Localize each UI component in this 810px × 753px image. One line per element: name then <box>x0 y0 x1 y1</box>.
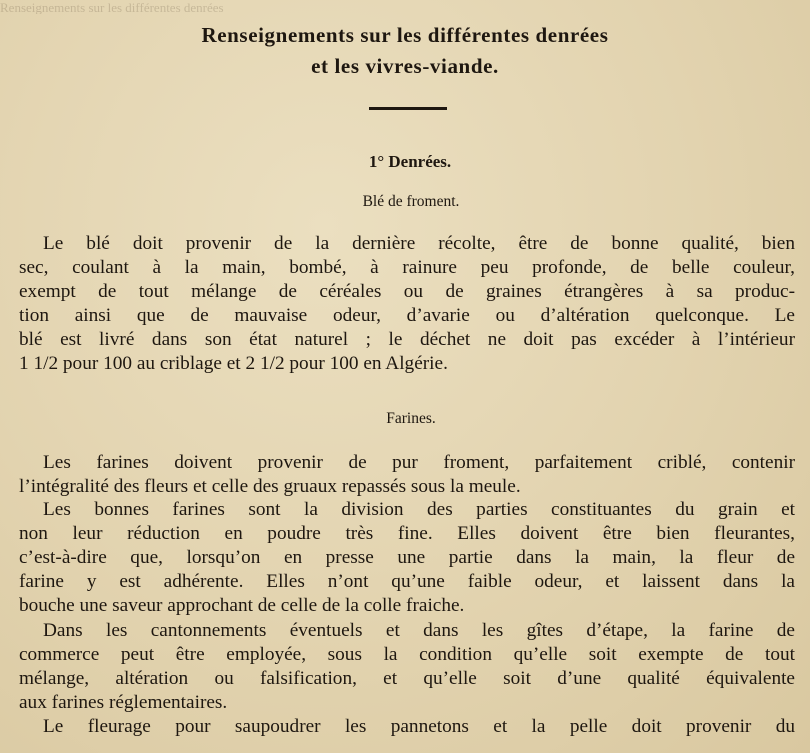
paragraph-line: exempt de tout mélange de céréales ou de graines étrangères à sa produc- <box>19 281 795 302</box>
paragraph-line: aux farines réglementaires. <box>19 692 228 713</box>
paragraph-line: tion ainsi que de mauvaise odeur, d’avarie ou d’altération quelconque. Le <box>19 305 795 326</box>
paragraph-line: non leur réduction en poudre très fine. Elles doivent être bien fleurantes, <box>19 523 795 544</box>
bleed-through-text: Renseignements sur les différentes denrées <box>0 0 224 14</box>
paragraph-line: Les bonnes farines sont la division des parties constituantes du grain et <box>43 499 795 520</box>
paragraph-line: bouche une saveur approchant de celle de la colle fraiche. <box>19 595 465 616</box>
title-divider <box>369 107 447 110</box>
paragraph-line: mélange, altération ou falsification, et qu’elle soit d’une qualité équivalente <box>19 668 795 689</box>
paragraph-line: 1 1/2 pour 100 au criblage et 2 1/2 pour 100 en Algérie. <box>19 353 448 374</box>
paragraph-line: sec, coulant à la main, bombé, à rainure peu profonde, de belle couleur, <box>19 257 795 278</box>
section-heading: 1° Denrées. <box>368 152 452 171</box>
subsection-heading-farines: Farines. <box>386 410 436 427</box>
subsection-heading-ble: Blé de froment. <box>362 193 460 210</box>
paragraph-line: l’intégralité des fleurs et celle des gruaux repassés sous la meule. <box>19 476 521 497</box>
paragraph-line: Les farines doivent provenir de pur froment, parfaitement criblé, contenir <box>43 452 795 473</box>
paragraph-line: Le fleurage pour saupoudrer les pannetons et la pelle doit provenir du <box>43 716 795 737</box>
page-title-line-2: et les vivres-viande. <box>311 54 499 78</box>
paragraph-line: Le blé doit provenir de la dernière récolte, être de bonne qualité, bien <box>43 233 795 254</box>
paragraph-line: commerce peut être employée, sous la condition qu’elle soit exempte de tout <box>19 644 795 665</box>
paragraph-line: farine y est adhérente. Elles n’ont qu’une faible odeur, et laissent dans la <box>19 571 795 592</box>
paragraph-line: c’est-à-dire que, lorsqu’on en presse une partie dans la main, la fleur de <box>19 547 795 568</box>
paragraph-line: blé est livré dans son état naturel ; le déchet ne doit pas excéder à l’intérieur <box>19 329 795 350</box>
paragraph-line: Dans les cantonnements éventuels et dans les gîtes d’étape, la farine de <box>43 620 795 641</box>
page-title-line-1: Renseignements sur les différentes denrées <box>201 23 609 47</box>
